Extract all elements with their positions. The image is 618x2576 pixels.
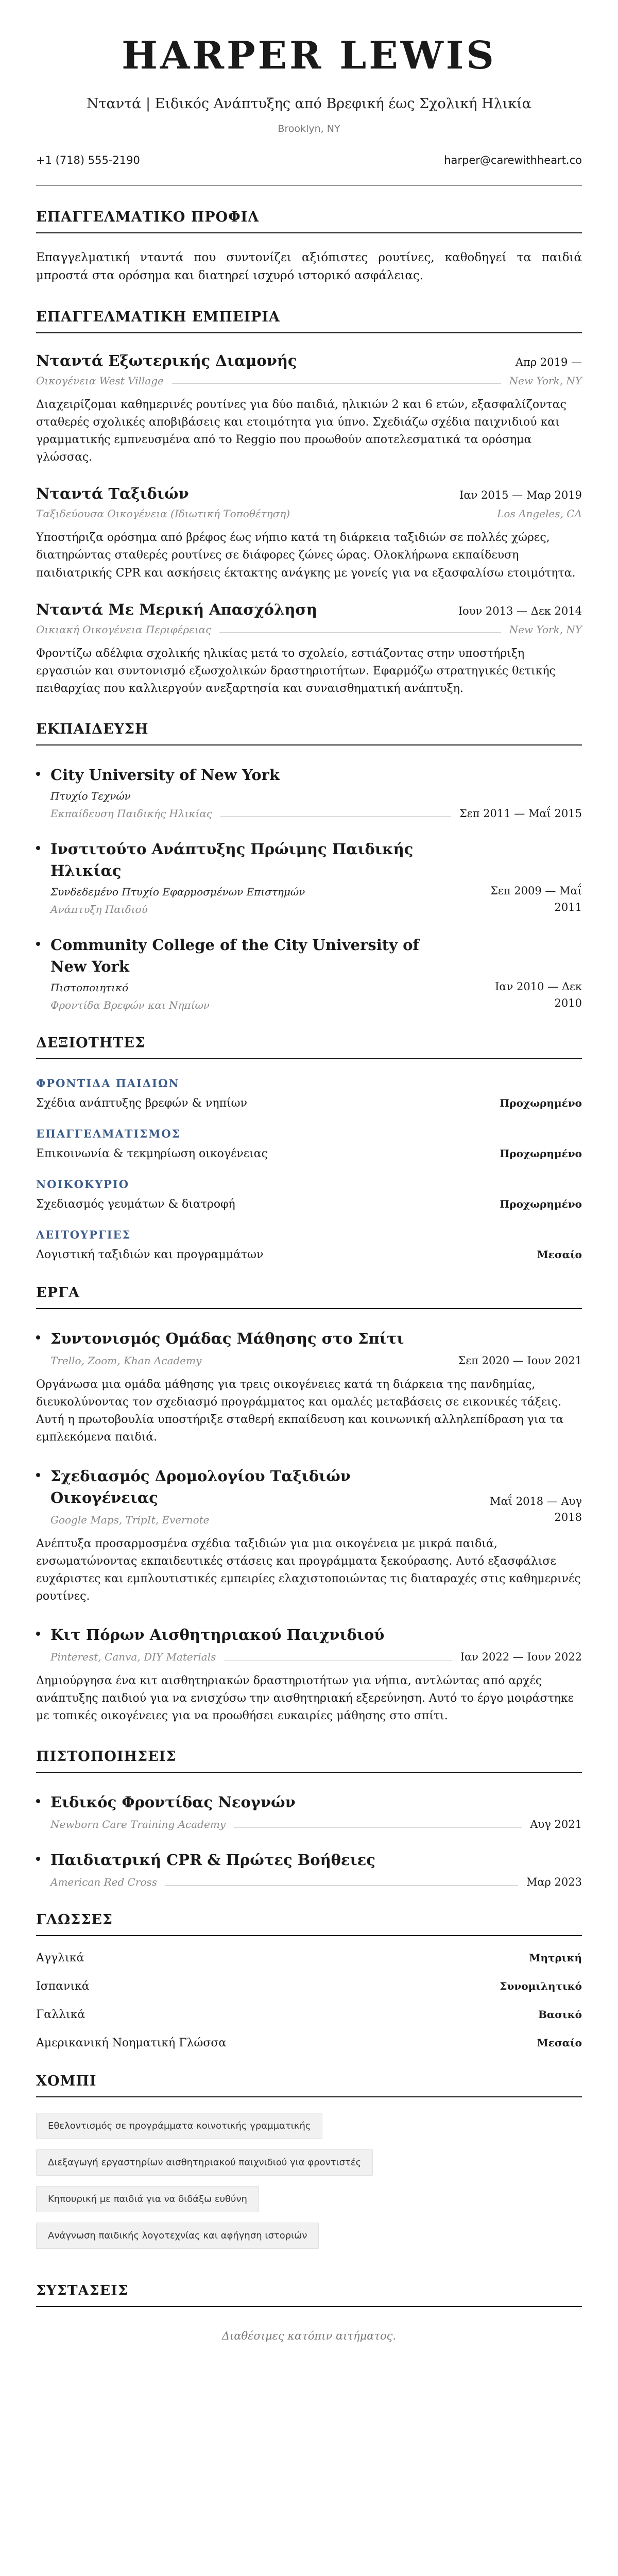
certification-date: Αυγ 2021: [530, 1818, 582, 1831]
references-section: [36, 2283, 582, 2342]
certification-item: [36, 1791, 582, 1831]
profile-summary: Επαγγελματική νταντά που συντονίζει αξιόπιστες ρουτίνες, καθοδηγεί τα παιδιά μπροστά στα ορόσημα και διατηρεί ισχυρό ιστορικό ασφάλειας.: [36, 250, 582, 283]
certification-date: Μαρ 2023: [526, 1876, 582, 1889]
experience-item: [36, 352, 582, 466]
job-description: Φροντίζω αδέλφια σχολικής ηλικίας μετά το σχολείο, εστιάζοντας στην υποστήριξη εργασιών και συντονισμό εξωσχολικών δραστηριοτήτων. Εφαρμόζω στρατηγικές θετικής πειθαρχίας που καλλιεργούν ανεξαρτησία και συναισθηματική ανάπτυξη.: [36, 647, 556, 695]
dotted-leader: [165, 1879, 518, 1886]
language-level: Μεσαίο: [537, 2037, 582, 2049]
school-name: Community College of the City University of New York: [50, 936, 419, 976]
job-date: Απρ 2019 —: [515, 355, 582, 368]
dotted-leader: [220, 810, 451, 817]
school-name: Ινστιτούτο Ανάπτυξης Πρώιμης Παιδικής Ηλικίας: [50, 840, 414, 879]
skill-category: ΝΟΙΚΟΚΥΡΙΟ: [36, 1178, 130, 1191]
section-title-hobbies: ΧΟΜΠΙ: [36, 2073, 582, 2097]
job-date: Ιουν 2013 — Δεκ 2014: [458, 604, 582, 617]
certification-title: Ειδικός Φροντίδας Νεογνών: [50, 1793, 296, 1811]
project-item: [36, 1328, 582, 1367]
projects-section: [36, 1285, 582, 1725]
skill-level: Προχωρημένο: [500, 1097, 582, 1110]
section-title-experience: ΕΠΑΓΓΕΛΜΑΤΙΚΗ ΕΜΠΕΙΡΙΑ: [36, 309, 582, 333]
education-item: [36, 764, 582, 820]
skill-row: [36, 1147, 582, 1160]
project-tools: Trello, Zoom, Khan Academy: [50, 1354, 202, 1367]
project-date: Μαΐ 2018 — Αυγ 2018: [490, 1495, 582, 1524]
certification-title: Παιδιατρική CPR & Πρώτες Βοήθειες: [50, 1851, 375, 1869]
dotted-leader: [224, 1654, 452, 1660]
skills-section: [36, 1035, 582, 1261]
project-title: Κιτ Πόρων Αισθητηριακού Παιχνιδιού: [50, 1626, 385, 1644]
project-tools: Pinterest, Canva, DIY Materials: [50, 1651, 216, 1664]
job-location: New York, NY: [509, 374, 582, 387]
section-title-profile: ΕΠΑΓΓΕΛΜΑΤΙΚΟ ΠΡΟΦΙΛ: [36, 209, 582, 233]
experience-item: [36, 485, 582, 582]
education-item: [36, 934, 582, 1011]
job-employer: Ταξιδεύουσα Οικογένεια (Ιδιωτική Τοποθέτηση): [36, 507, 290, 520]
skill-name: Επικοινωνία & τεκμηρίωση οικογένειας: [36, 1147, 268, 1161]
project-item: [36, 1624, 582, 1663]
degree-name: Συνδεδεμένο Πτυχίο Εφαρμοσμένων Επιστημών: [50, 886, 305, 899]
hobbies-section: [36, 2073, 582, 2259]
field-of-study: Φροντίδα Βρεφών και Νηπίων: [50, 999, 210, 1012]
skill-name: Σχέδια ανάπτυξης βρεφών & νηπίων: [36, 1097, 247, 1110]
degree-name: Πιστοποιητικό: [50, 981, 129, 994]
project-date: Σεπ 2020 — Ιουν 2021: [458, 1354, 582, 1367]
references-note: Διαθέσιμες κατόπιν αιτήματος.: [221, 2330, 397, 2343]
experience-item: [36, 601, 582, 698]
education-section: [36, 721, 582, 1011]
field-of-study: Εκπαίδευση Παιδικής Ηλικίας: [50, 807, 213, 820]
job-employer: Οικιακή Οικογένεια Περιφέρειας: [36, 623, 212, 636]
education-item: [36, 838, 582, 916]
project-tools: Google Maps, TripIt, Evernote: [50, 1513, 210, 1526]
section-title-skills: ΔΕΞΙΟΤΗΤΕΣ: [36, 1035, 582, 1059]
skill-row: [36, 1198, 582, 1211]
certification-issuer: Newborn Care Training Academy: [50, 1818, 226, 1831]
job-date: Ιαν 2015 — Μαρ 2019: [459, 489, 582, 502]
dotted-leader: [219, 626, 501, 633]
language-row: [36, 1980, 582, 1993]
skill-category: ΕΠΑΓΓΕΛΜΑΤΙΣΜΟΣ: [36, 1127, 181, 1141]
hobby-tag: Εθελοντισμός σε προγράμματα κοινοτικής γραμματικής: [36, 2113, 322, 2139]
contact-row: [36, 154, 582, 166]
project-description: Οργάνωσα μια ομάδα μάθησης για τρεις οικογένειες κατά τη διάρκεια της πανδημίας, διευκολύνοντας τον σχεδιασμό προγράμματος και ομαλές μεταβάσεις σε εικονικές τάξεις. Αυτή η πρωτοβουλία υποστήριξε σταθερή εκπαίδευση και κοινωνική αλληλεπίδραση για τα εμπλεκόμενα παιδιά.: [36, 1378, 564, 1444]
dotted-leader: [172, 377, 501, 384]
education-date: Σεπ 2011 — Μαΐ 2015: [459, 807, 582, 820]
dotted-leader: [234, 1821, 522, 1828]
email-address[interactable]: harper@carewithheart.co: [444, 154, 582, 166]
candidate-name: HARPER LEWIS: [122, 33, 496, 78]
section-title-certifications: ΠΙΣΤΟΠΟΙΗΣΕΙΣ: [36, 1749, 582, 1773]
dotted-leader: [210, 1358, 450, 1364]
hobby-tag: Κηπουρική με παιδιά για να διδάξω ευθύνη: [36, 2186, 259, 2212]
language-level: Συνομιλητικό: [500, 1980, 582, 1993]
language-name: Αγγλικά: [36, 1952, 84, 1965]
phone-number[interactable]: +1 (718) 555-2190: [36, 154, 140, 166]
hobby-tag: Ανάγνωση παιδικής λογοτεχνίας και αφήγηση ιστοριών: [36, 2223, 319, 2249]
language-row: [36, 2037, 582, 2049]
hobby-tag: Διεξαγωγή εργαστηρίων αισθητηριακού παιχνιδιού για φροντιστές: [36, 2149, 373, 2176]
skill-name: Λογιστική ταξιδιών και προγραμμάτων: [36, 1248, 264, 1262]
skill-row: [36, 1248, 582, 1261]
school-name: City University of New York: [50, 766, 280, 784]
project-description: Δημιούργησα ένα κιτ αισθητηριακών δραστηριοτήτων για νήπια, αντλώντας από αρχές ανάπτυξης παιδιού για να ενισχύσω την αισθητηριακή εξερεύνηση. Αυτό το έργο μοιράστηκε με τοπικές οικογένειες για να προωθήσει ευκαιρίες μάθησης στο σπίτι.: [36, 1674, 574, 1723]
language-name: Γαλλικά: [36, 2008, 85, 2022]
resume-page: [36, 0, 582, 2342]
project-title: Σχεδιασμός Δρομολογίου Ταξιδιών Οικογένειας: [50, 1467, 351, 1506]
dotted-leader: [298, 511, 489, 517]
candidate-subtitle: Νταντά | Ειδικός Ανάπτυξης από Βρεφική έως Σχολική Ηλικία: [87, 95, 531, 112]
job-title: Νταντά Εξωτερικής Διαμονής: [36, 351, 297, 369]
project-title: Συντονισμός Ομάδας Μάθησης στο Σπίτι: [50, 1330, 404, 1348]
languages-section: [36, 1912, 582, 2049]
language-row: [36, 2008, 582, 2021]
skill-level: Προχωρημένο: [500, 1198, 582, 1211]
skill-row: [36, 1097, 582, 1110]
section-title-languages: ΓΛΩΣΣΕΣ: [36, 1912, 582, 1936]
certifications-section: [36, 1749, 582, 1888]
language-row: [36, 1952, 582, 1964]
degree-name: Πτυχίο Τεχνών: [50, 789, 131, 802]
job-location: New York, NY: [509, 623, 582, 636]
job-employer: Οικογένεια West Village: [36, 374, 164, 387]
certification-issuer: American Red Cross: [50, 1876, 158, 1889]
language-name: Αμερικανική Νοηματική Γλώσσα: [36, 2037, 227, 2050]
language-name: Ισπανικά: [36, 1980, 90, 1993]
skill-category: ΛΕΙΤΟΥΡΓΙΕΣ: [36, 1228, 131, 1242]
job-title: Νταντά Ταξιδιών: [36, 485, 189, 503]
candidate-location: Brooklyn, NY: [278, 123, 340, 134]
job-location: Los Angeles, CA: [497, 507, 582, 520]
education-date: Ιαν 2010 — Δεκ 2010: [495, 980, 582, 1009]
section-title-education: ΕΚΠΑΙΔΕΥΣΗ: [36, 721, 582, 745]
job-title: Νταντά Με Μερική Απασχόληση: [36, 600, 317, 618]
skill-category: ΦΡΟΝΤΙΔΑ ΠΑΙΔΙΩΝ: [36, 1077, 180, 1090]
section-title-projects: ΕΡΓΑ: [36, 1285, 582, 1309]
project-item: [36, 1465, 582, 1526]
skill-level: Μεσαίο: [537, 1248, 582, 1261]
skill-name: Σχεδιασμός γευμάτων & διατροφή: [36, 1198, 235, 1211]
skill-level: Προχωρημένο: [500, 1147, 582, 1160]
certification-item: [36, 1849, 582, 1888]
language-level: Μητρική: [529, 1952, 582, 1964]
project-description: Ανέπτυξα προσαρμοσμένα σχέδια ταξιδιών για μια οικογένεια με μικρά παιδιά, ενσωματώνοντας εκπαιδευτικές στάσεις και προγράμματα ξεκούρασης. Αυτό εξασφάλισε ευχάριστες και εμπλουτιστικές εμπειρίες ελαχιστοποιώντας τις διαταραχές στις καθημερινές ρουτίνες.: [36, 1537, 581, 1603]
project-date: Ιαν 2022 — Ιουν 2022: [460, 1651, 582, 1664]
experience-section: [36, 309, 582, 698]
education-date: Σεπ 2009 — Μαΐ 2011: [490, 885, 582, 913]
profile-section: [36, 209, 582, 285]
job-description: Διαχειρίζομαι καθημερινές ρουτίνες για δύο παιδιά, ηλικιών 2 και 6 ετών, εξασφαλίζοντας σταθερές σχολικές αποβιβάσεις και ετοιμότητα για ύπνο. Σχεδιάζω σχέδια παιχνιδιού και γραμματικής εμπνευσμένα από το Reggio που προωθούν αποτελεσματικά τα ορόσημα γλώσσας.: [36, 398, 566, 464]
job-description: Υποστήριζα ορόσημα από βρέφος έως νήπιο κατά τη διάρκεια ταξιδιών σε πολλές χώρες, διατηρώντας σταθερές ρουτίνες σε διάφορες ζώνες ώρας. Ολοκλήρωνα εκπαίδευση παιδιατρικής CPR και ασκήσεις έκτακτης ανάγκης με γονείς για να εξασφαλίσω ετοιμότητα.: [36, 531, 576, 580]
hobby-list: [36, 2113, 582, 2259]
field-of-study: Ανάπτυξη Παιδιού: [50, 903, 148, 916]
section-title-references: ΣΥΣΤΑΣΕΙΣ: [36, 2283, 582, 2307]
language-level: Βασικό: [538, 2008, 582, 2021]
